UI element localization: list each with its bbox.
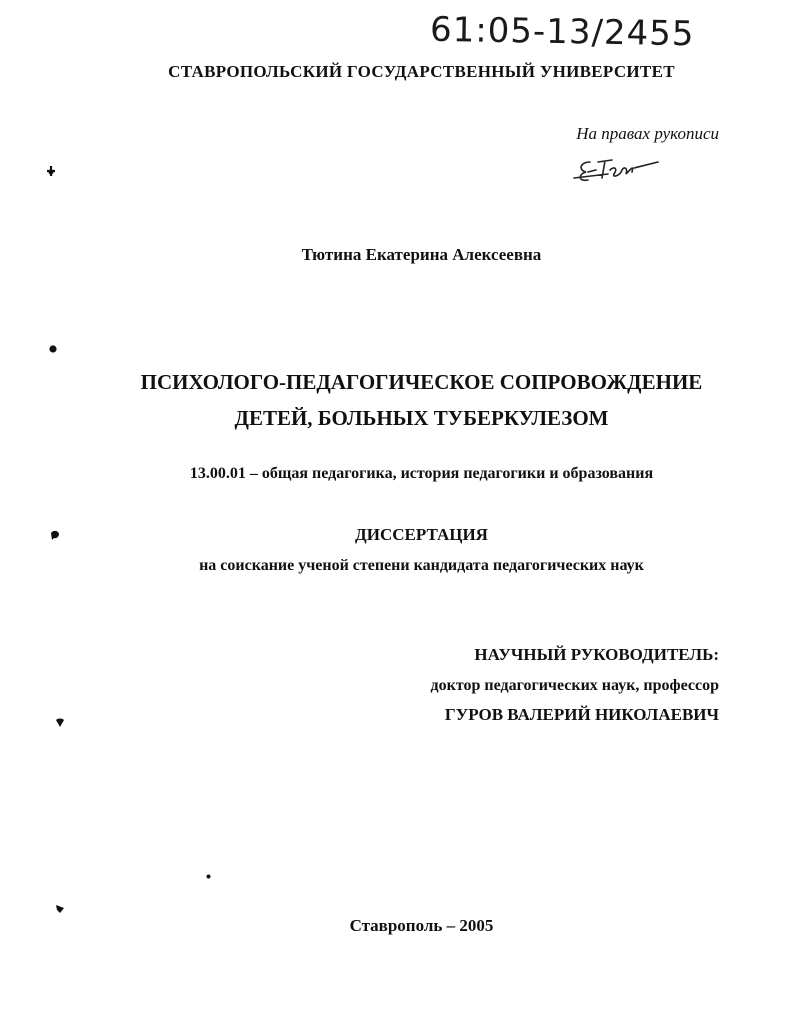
title-line-1: ПСИХОЛОГО-ПЕДАГОГИЧЕСКОЕ СОПРОВОЖДЕНИЕ xyxy=(140,370,703,394)
supervisor-degree: доктор педагогических наук, профессор xyxy=(430,677,719,694)
scan-mark xyxy=(46,166,56,176)
supervisor-heading: НАУЧНЫЙ РУКОВОДИТЕЛЬ: xyxy=(474,645,719,664)
scan-dot xyxy=(206,874,211,879)
document-type: ДИССЕРТАЦИЯ xyxy=(355,525,488,544)
dissertation-title xyxy=(0,364,799,436)
archive-number-handwritten: 61:05-13/2455 xyxy=(429,9,695,55)
specialty-code: 13.00.01 – общая педагогика, история педагогики и образования xyxy=(189,465,654,482)
signature xyxy=(572,156,662,186)
supervisor-name: ГУРОВ ВАЛЕРИЙ НИКОЛАЕВИЧ xyxy=(444,705,719,724)
scan-mark xyxy=(55,718,65,728)
university-name: СТАВРОПОЛЬСКИЙ ГОСУДАРСТВЕННЫЙ УНИВЕРСИТЕТ xyxy=(168,62,675,81)
scan-mark xyxy=(48,344,58,354)
place-and-year: Ставрополь – 2005 xyxy=(349,916,494,935)
title-line-2: ДЕТЕЙ, БОЛЬНЫХ ТУБЕРКУЛЕЗОМ xyxy=(234,406,609,430)
scan-mark xyxy=(55,904,65,914)
degree-sought: на соискание ученой степени кандидата педагогических наук xyxy=(199,557,644,574)
scan-mark xyxy=(50,530,60,540)
rights-note: На правах рукописи xyxy=(576,124,719,143)
author-name: Тютина Екатерина Алексеевна xyxy=(301,245,542,264)
